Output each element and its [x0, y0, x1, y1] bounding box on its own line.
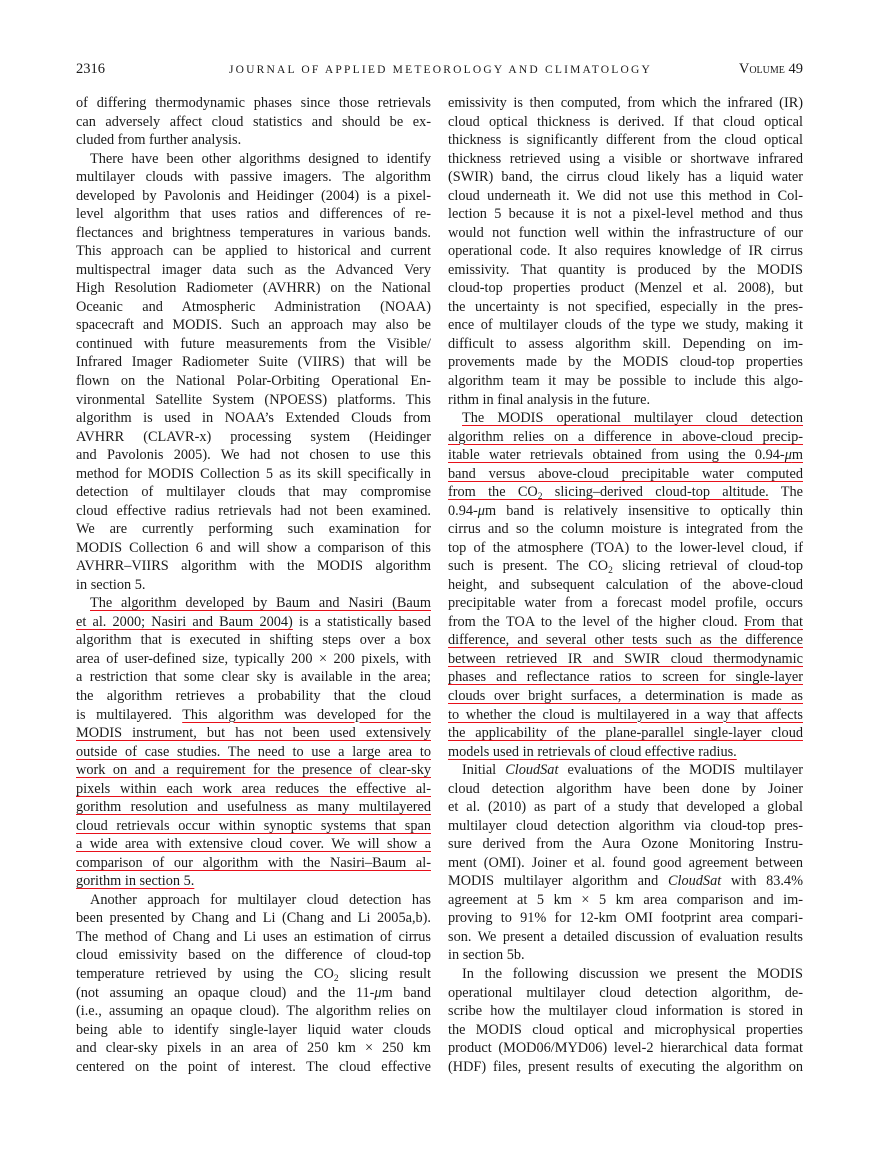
text-line: (SWIR) band, the cirrus cloud likely has a liquid water: [448, 169, 803, 186]
text-line: [448, 668, 803, 687]
text-line: In the following discussion we present the MODIS: [462, 965, 803, 982]
paragraph: [76, 94, 431, 150]
text-line: is multilayered. This algorithm was developed for the: [76, 706, 431, 723]
text-line: [448, 428, 803, 447]
highlighted-text: cloud retrievals occur within synoptic systems that span: [76, 817, 431, 834]
text-line: continued with future measurements from the Visible/: [76, 335, 431, 352]
text-line: the MODIS cloud optical and microphysical properties: [448, 1021, 803, 1038]
text-line: proving to 91% for 12-km OMI footprint area compari-: [448, 910, 803, 927]
text-line: area of user-defined size, typically 200 × 200 pixels, with: [76, 650, 431, 667]
text-line: cloud underneath it. We did not use this method in Col-: [448, 187, 803, 204]
text-line: multilayer clouds with passive imagers. The algorithm: [76, 169, 431, 186]
text-line: [76, 817, 431, 836]
text-line: scribe how the multilayer cloud information is stored in: [448, 1003, 803, 1020]
text-line: cluded from further analysis.: [76, 132, 242, 149]
paragraph: [448, 409, 803, 761]
highlighted-text: to whether the cloud is multilayered in a way that affects: [448, 706, 803, 723]
left-column: [76, 94, 431, 1076]
highlighted-text: phases and reflectance ratios to screen for single-layer: [448, 669, 803, 686]
text-line: There have been other algorithms designed to identify: [90, 150, 431, 167]
text-line: provements made by the MODIS cloud-top properties: [448, 354, 803, 371]
text-line: [448, 465, 803, 484]
text-line: [448, 409, 803, 428]
text-line: precipitable water from a forecast model profile, occurs: [448, 595, 803, 612]
text-line: flectances and brightness temperatures in various bands.: [76, 224, 431, 241]
text-line: method for MODIS Collection 5 as its skill specifically in: [76, 465, 431, 482]
text-line: [76, 724, 431, 743]
text-line: and Pavolonis 2005). We had not chosen to use this: [76, 447, 431, 464]
text-line: [76, 594, 431, 613]
text-line: multispectral imager data such as the Advanced Very: [76, 261, 431, 278]
text-line: High Resolution Radiometer (AVHRR) on the National: [76, 280, 431, 297]
volume-label: Volume 49: [738, 61, 803, 77]
text-line: spacecraft and MODIS. Such an approach may also be: [76, 317, 431, 334]
text-line: ence of multilayer clouds of the type we study, making it: [448, 317, 803, 334]
text-line: sure derived from the Aura Ozone Monitoring Instru-: [448, 836, 803, 853]
text-line: algorithm is used in NOAA’s Extended Clouds from: [76, 410, 431, 427]
text-line: [448, 706, 803, 725]
text-line: height, and subsequent calculation of the above-cloud: [448, 576, 803, 593]
paragraph: [448, 965, 803, 1076]
text-line: son. We present a detailed discussion of evaluation results: [448, 928, 803, 945]
text-line: et al. 2000; Nasiri and Baum 2004) is a statistically based: [76, 613, 431, 630]
highlighted-text: difference, and several other tests such as the difference: [448, 632, 803, 649]
highlighted-text: gorithm in section 5.: [76, 873, 195, 890]
paragraph: [76, 891, 431, 1076]
highlighted-text: This algorithm was developed for the: [182, 706, 431, 723]
text-line: [76, 743, 431, 762]
text-line: 0.94-μm band is relatively insensitive to optically thin: [448, 502, 803, 519]
text-line: emissivity. That quantity is produced by the MODIS: [448, 261, 803, 278]
highlighted-text: pixels within each work area reduces the effective al-: [76, 780, 431, 797]
text-line: operational code. It also requires knowledge of IR cirrus: [448, 243, 803, 260]
text-line: top of the atmosphere (TOA) to the lower-level cloud, if: [448, 539, 803, 556]
highlighted-text: work on and a requirement for the presence of clear-sky: [76, 762, 431, 779]
text-line: (HDF) files, present results of executing the algorithm on: [448, 1058, 803, 1075]
text-line: thickness retrieved using a visible or shortwave infrared: [448, 150, 803, 167]
text-line: multilayer cloud detection algorithm via cloud-top pres-: [448, 817, 803, 834]
text-line: the algorithm retrieves a probability that the cloud: [76, 688, 431, 704]
text-line: MODIS Collection 6 and will show a comparison of this: [76, 539, 431, 556]
text-line: Oceanic and Atmospheric Administration (NOAA): [76, 298, 431, 315]
text-line: agreement at 5 km × 5 km area comparison and im-: [448, 891, 803, 908]
highlighted-text: outside of case studies. The need to use a large area to: [76, 743, 431, 760]
text-line: cloud emissivity based on the difference of cloud-top: [76, 947, 431, 964]
text-line: cloud detection algorithm have been done by Joiner: [448, 780, 803, 797]
text-line: thickness is significantly different from the cloud optical: [448, 132, 803, 149]
highlighted-text: The MODIS operational multilayer cloud detection: [462, 410, 803, 427]
text-line: of differing thermodynamic phases since those retrievals: [76, 95, 431, 111]
text-line: the uncertainty is not specified, especially in the pres-: [448, 298, 803, 315]
text-line: from the $CO_2$ slicing–derived cloud-top altitude. The: [448, 484, 803, 503]
journal-title: JOURNAL OF APPLIED METEOROLOGY AND CLIMATOLOGY: [228, 64, 653, 76]
paragraph: [76, 594, 431, 891]
text-line: cloud optical thickness is derived. If that cloud optical: [448, 113, 803, 130]
text-line: would not function well within the infrastructure of our: [448, 224, 803, 241]
text-line: [76, 835, 431, 854]
text-line: from the TOA to the level of the higher cloud. From that: [448, 613, 803, 630]
highlighted-text: band versus above-cloud precipitable water computed: [448, 465, 803, 482]
text-line: [448, 743, 803, 762]
text-line: flown on the National Polar-Orbiting Operational En-: [76, 372, 431, 389]
text-line: emissivity is then computed, from which the infrared (IR): [448, 95, 803, 111]
highlighted-text: algorithm relies on a difference in above-cloud precip-: [448, 428, 803, 445]
highlighted-text: clouds over bright surfaces, a determination is made as: [448, 688, 803, 704]
text-line: lection 5 because it is not a pixel-level method and thus: [448, 206, 803, 223]
text-line: temperature retrieved by using the $CO_2$ slicing result: [76, 965, 431, 984]
text-line: AVHRR (CLAVR-x) processing system (Heidinger: [76, 428, 431, 445]
text-line: [448, 446, 803, 465]
text-line: Initial CloudSat evaluations of the MODIS multilayer: [462, 762, 803, 779]
page-number: 2316: [76, 61, 105, 77]
text-line: in section 5.: [76, 576, 146, 593]
highlighted-text: MODIS instrument, but has not been used extensively: [76, 725, 431, 742]
text-line: operational multilayer cloud detection algorithm, de-: [448, 984, 803, 1001]
text-line: Infrared Imager Radiometer Suite (VIIRS) that will be: [76, 354, 431, 371]
text-line: [448, 724, 803, 743]
highlighted-text: gorithm resolution and usefulness as many multilayered: [76, 799, 431, 816]
text-line: and clear-sky pixels in an area of 250 km × 250 km: [76, 1040, 431, 1057]
paragraph: [448, 94, 803, 409]
text-line: in section 5b.: [448, 947, 525, 964]
text-line: a restriction that some clear sky is available in the area;: [76, 669, 431, 686]
text-line: [76, 872, 431, 891]
paragraph: [76, 150, 431, 595]
highlighted-text: itable water retrievals obtained from using the 0.94-μm: [448, 447, 803, 464]
text-line: [448, 650, 803, 669]
text-line: vironmental Satellite System (NPOESS) platforms. This: [76, 391, 431, 408]
text-line: rithm in final analysis in the future.: [448, 391, 651, 408]
text-line: The method of Chang and Li uses an estimation of cirrus: [76, 928, 431, 945]
text-line: difficult to assess algorithm skill. Depending on im-: [448, 335, 803, 352]
text-line: being able to identify single-layer liquid water clouds: [76, 1021, 431, 1038]
text-line: et al. (2010) as part of a study that developed a global: [448, 799, 803, 816]
text-line: can adversely affect cloud statistics and should be ex-: [76, 113, 431, 130]
text-line: (not assuming an opaque cloud) and the 11-μm band: [76, 984, 431, 1001]
text-line: product (MOD06/MYD06) level-2 hierarchical data format: [448, 1040, 803, 1057]
text-line: AVHRR–VIIRS algorithm with the MODIS algorithm: [76, 558, 431, 575]
text-line: centered on the point of interest. The cloud effective: [76, 1058, 431, 1075]
text-line: MODIS multilayer algorithm and CloudSat with 83.4%: [448, 873, 803, 890]
highlighted-text: from the $CO_2$ slicing–derived cloud-top altitude.: [448, 484, 769, 503]
text-line: ment (OMI). Joiner et al. found good agreement between: [448, 854, 803, 871]
highlighted-text: The algorithm developed by Baum and Nasiri (Baum: [90, 595, 431, 612]
text-line: developed by Pavolonis and Heidinger (2004) is a pixel-: [76, 187, 431, 204]
highlighted-text: et al. 2000; Nasiri and Baum 2004): [76, 613, 293, 630]
highlighted-text: between retrieved IR and SWIR cloud thermodynamic: [448, 650, 803, 667]
right-column: [448, 94, 803, 1076]
text-line: algorithm team it may be possible to include this algo-: [448, 372, 803, 389]
paragraph: [448, 761, 803, 965]
text-line: algorithm that is executed in shifting steps over a box: [76, 632, 431, 649]
text-line: Another approach for multilayer cloud detection has: [90, 891, 431, 908]
text-line: cloud-top properties product (Menzel et al. 2008), but: [448, 280, 803, 297]
text-line: cirrus and so the column moisture is integrated from the: [448, 521, 803, 538]
highlighted-text: a wide area with extensive cloud cover. We will show a: [76, 836, 431, 853]
text-line: [76, 854, 431, 873]
text-line: such is present. The $CO_2$ slicing retrieval of cloud-top: [448, 558, 804, 577]
text-line: detection of multilayer clouds that may compromise: [76, 484, 431, 501]
text-line: [76, 761, 431, 780]
highlighted-text: models used in retrievals of cloud effective radius.: [448, 743, 737, 760]
text-line: been presented by Chang and Li (Chang and Li 2005a,b).: [76, 910, 431, 927]
highlighted-text: From that: [744, 613, 803, 630]
text-line: We are currently performing such examination for: [76, 521, 431, 538]
text-line: [448, 631, 803, 650]
text-line: [76, 798, 431, 817]
text-line: level algorithm that uses ratios and differences of re-: [76, 206, 431, 223]
highlighted-text: comparison of our algorithm with the Nasiri–Baum al-: [76, 854, 431, 871]
text-line: [448, 687, 803, 706]
text-line: [76, 780, 431, 799]
highlighted-text: the applicability of the plane-parallel single-layer cloud: [448, 725, 803, 742]
text-line: (i.e., assuming an opaque cloud). The algorithm relies on: [76, 1003, 431, 1020]
text-line: cloud effective radius retrievals had not been examined.: [76, 502, 431, 519]
text-line: This approach can be applied to historical and current: [76, 243, 431, 260]
